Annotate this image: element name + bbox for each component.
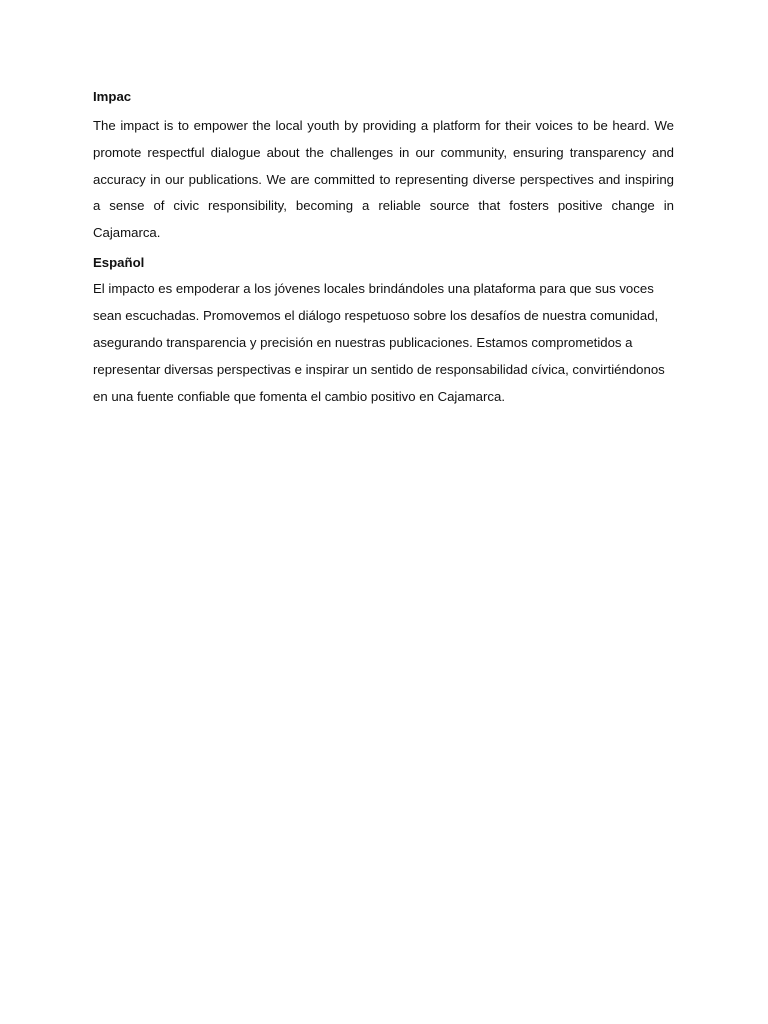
paragraph-spanish: El impacto es empoderar a los jóvenes locales brindándoles una plataforma para que sus voces sean escuchadas. Promovemos el diálogo respetuoso sobre los desafíos de nuestra comunidad, asegurando transparencia y precisión en nuestras publicaciones. Estamos comprometidos a representar diversas perspectivas e inspirar un sentido de responsabilidad cívica, convirtiéndonos en una fuente confiable que fomenta el cambio positivo en Cajamarca.	[93, 280, 665, 404]
section-heading-english: Impac	[93, 89, 132, 104]
document-body	[93, 86, 674, 410]
section-heading-spanish: Español	[93, 254, 145, 270]
paragraph-english: The impact is to empower the local youth by providing a platform for their voices to be heard. We promote respectful dialogue about the challenges in our community, ensuring transparency and accuracy in our publications. We are committed to representing diverse perspectives and inspiring a sense of civic responsibility, becoming a reliable source that fosters positive change in Cajamarca.	[93, 118, 674, 241]
